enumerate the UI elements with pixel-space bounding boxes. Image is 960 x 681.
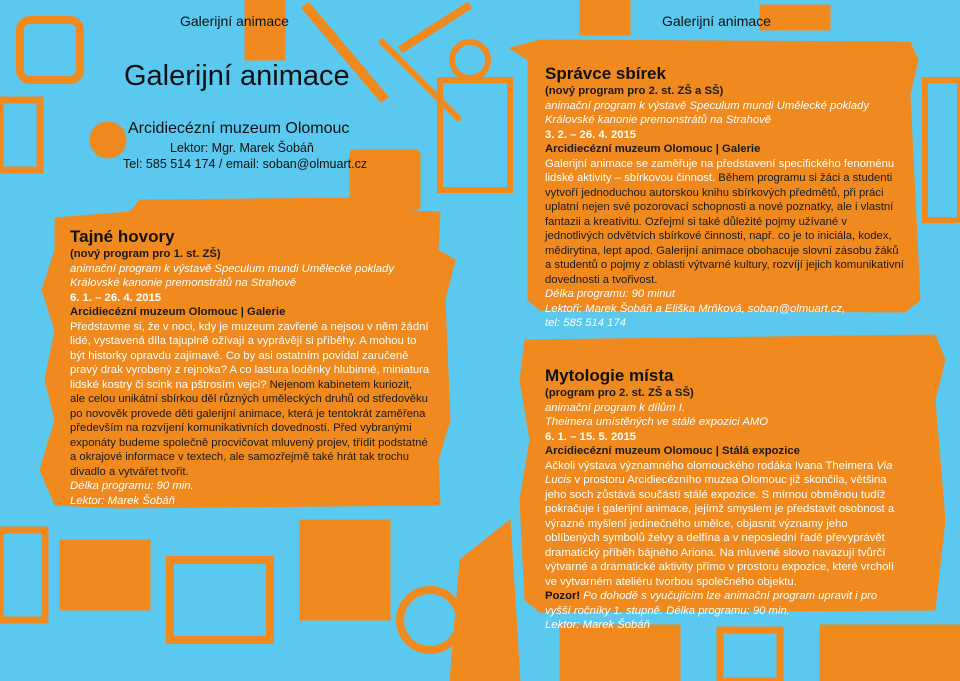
- rect-top-right-a: [580, 0, 630, 35]
- program-lector: Lektor: Marek Šobáň: [545, 619, 650, 631]
- header-left-label: Galerijní animace: [180, 13, 289, 29]
- rect-bottom-right-a: [560, 625, 680, 681]
- small-frame-c: [0, 100, 40, 170]
- program-subtitle: animační program k výstavě Speculum mundi Umělecké poklady: [70, 262, 394, 275]
- program-dates: 3. 2. – 26. 4. 2015: [545, 128, 637, 141]
- rect-bottom-right-b: [820, 625, 960, 681]
- program-lectors: Lektoři: Marek Šobáň a Eliška Mrňková, soban@olmuart.cz,: [545, 302, 846, 315]
- intro-lector: Lektor: Mgr. Marek Šobáň: [170, 141, 314, 155]
- ring-a: [452, 42, 488, 78]
- program-description: [70, 320, 430, 480]
- program-venue: Arcidiecézní muzeum Olomouc | Galerie: [545, 143, 761, 155]
- program-audience: (program pro 2. st. ZŠ a SŠ): [545, 387, 694, 399]
- program-subtitle: animační program k dílům I.: [545, 401, 686, 414]
- program-subtitle: animační program k výstavě Speculum mundi Umělecké poklady: [545, 99, 869, 112]
- frame-bottom-right: [720, 630, 780, 681]
- ring-bottom: [400, 590, 460, 650]
- small-circle-a: [90, 122, 126, 158]
- program-phone: tel: 585 514 174: [545, 317, 627, 329]
- frame-right-of-intro: [440, 80, 510, 190]
- program-dates: 6. 1. – 26. 4. 2015: [70, 291, 162, 304]
- program-venue: Arcidiecézní muzeum Olomouc | Galerie: [70, 306, 286, 318]
- program-duration: Délka programu: 90 minut: [545, 288, 675, 300]
- rect-bottom-left: [60, 540, 150, 610]
- program-description: [545, 157, 905, 288]
- program-note: [545, 589, 905, 618]
- program-venue: Arcidiecézní muzeum Olomouc | Stálá expozice: [545, 445, 800, 457]
- small-rect-top: [245, 0, 285, 60]
- program-audience: (nový program pro 2. st. ZŠ a SŠ): [545, 85, 724, 97]
- intro-contact: Tel: 585 514 174 / email: soban@olmuart.cz: [123, 157, 368, 171]
- program-subtitle: Královské kanonie premonstrátů na Strahově: [70, 277, 297, 289]
- description-part: Nejenom kabinetem kuriozit, ale celou unikátní sbírkou děl různých uměleckých druhů od středověku po novověk provede děti galerijní animace, která je tentokrát zaměřena především na rozvíjení komunikativních dovedností. Před vybranými exponáty budeme společně procvičovat mluvený projev, třídit podstatné a okrajové informace v textech, ale samozřejmě také hrát tak trochu divadlo a vytvářet tvořit.: [70, 378, 428, 478]
- frame-bottom-mid: [170, 560, 270, 640]
- note-text: Po dohodě s vyučujícím lze animační program upravit i pro vyšší ročníky 1. stupně. Délka programu: 90 min.: [545, 590, 878, 617]
- program-description: [545, 459, 905, 590]
- page-title: Galerijní animace: [124, 60, 350, 92]
- program-audience: (nový program pro 1. st. ZŠ): [70, 248, 221, 260]
- museum-name: Arcidiecézní muzeum Olomouc: [128, 120, 350, 137]
- program-title: Tajné hovory: [70, 227, 175, 246]
- description-part: Galerijní animace se zaměřuje na představení specifického fenoménu lidské aktivity – sbírkovou činnost.: [545, 157, 895, 184]
- rect-bottom-mid: [300, 520, 390, 620]
- program-spravce-sbirek: [545, 64, 905, 331]
- small-frame-b: [20, 20, 80, 80]
- description-part: v prostoru Arcidiecézního muzea Olomouc již skončila, většina jeho soch zůstává součástí stálé expozice. S mírnou obměnou tudíž pokračuje i galerijní animace, jejímž smyslem je představit osobnost a výrazné myšlení jedinečného umělce, objasnit významy jeho oblíbených symbolů želvy a delfína a v neposlední řadě převyprávět dramatický příběh bájného Ariona. Na mluvené slovo navazují tvůrčí výtvarné a dramatické aktivity přímo v prostoru expozice, které vrcholí ve vytvarném ateliéru tvorbou společného objektu.: [545, 474, 895, 588]
- description-part: Během programu si žáci a studenti vytvoří jednoduchou autorskou knihu sbírkových předmětů, při práci uplatní nejen své pozorovací schopnosti a nové poznatky, ale i vlastní fantazii a kreativitu. Ozřejmí si také důležité pojmy užívané v jednotlivých odvětvích sbírkové činnosti, např. co je to iniciála, kodex, mědirytina, lept apod. Galerijní animace obohacuje slovní zásobu žáků a studentů o pojmy z oblasti výtvarné kultury, rozvíjí jejich komunikativní dovednosti a tvořivost.: [545, 172, 904, 286]
- program-lector: Lektor: Marek Šobáň: [70, 494, 175, 507]
- program-subtitle: Theimera umístěných ve stálé expozici AMO: [545, 416, 769, 428]
- program-duration: Délka programu: 90 min.: [70, 480, 194, 492]
- description-italic: Via Lucis: [545, 459, 893, 486]
- program-subtitle: Královské kanonie premonstrátů na Strahově: [545, 114, 772, 126]
- program-mytologie-mista: [545, 366, 905, 633]
- program-tajne-hovory: [70, 227, 430, 508]
- program-title: Mytologie místa: [545, 366, 674, 385]
- program-dates: 6. 1. – 15. 5. 2015: [545, 430, 637, 443]
- description-part: Představme si, že v noci, kdy je muzeum zavřené a nejsou v něm žádní lidé, vystavená díla tajuplně ožívají a vyprávějí si příběhy. A mohou to být historky opravdu zajímavé. Co by asi ostatním povídal zaručeně pravý drak vyrobený z rejnoka? A co lastura loděnky hlubinné, miniatura lidské kostry či scink na pštrosím vejci?: [70, 320, 430, 391]
- frame-bottom-left: [0, 530, 45, 620]
- tab-on-frame: [260, 210, 290, 228]
- note-label: Pozor!: [545, 590, 581, 602]
- program-title: Správce sbírek: [545, 64, 666, 83]
- description-part: Ačkoli výstava významného olomouckého rodáka Ivana Theimera: [545, 459, 874, 472]
- shape-bottom-centre: [450, 520, 520, 681]
- header-right-label: Galerijní animace: [662, 13, 771, 29]
- frame-right-edge: [925, 80, 960, 220]
